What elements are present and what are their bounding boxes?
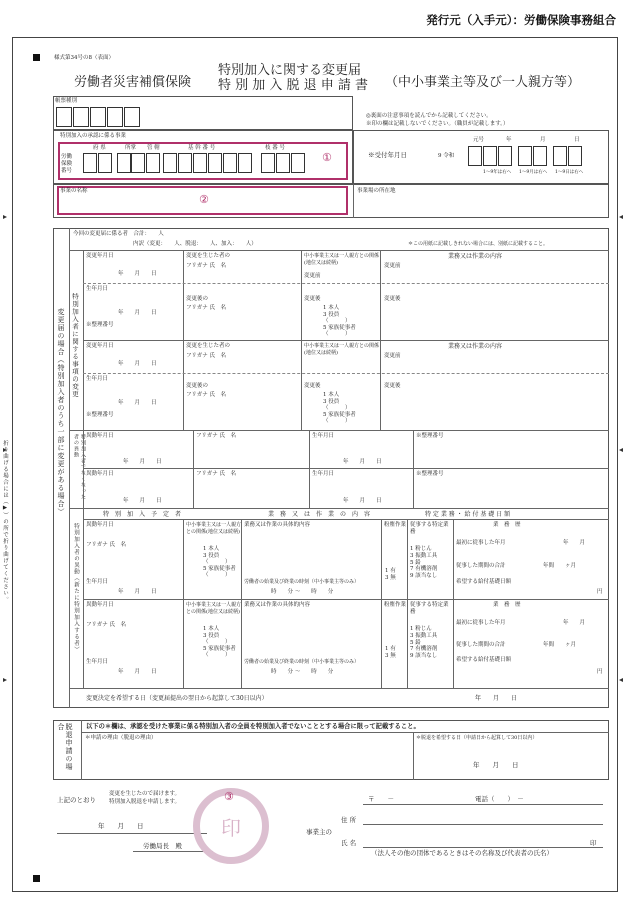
sub-label-change: 特別加入者に関する事項の変更	[71, 293, 79, 398]
marker-1: ①	[322, 151, 332, 164]
relation-options-2: 1 本人 3 役員 （ ） 5 家族従事者 （ ）	[323, 392, 356, 424]
work-label: 業務又は作業の内容	[448, 253, 503, 260]
first-year-label: 最初に従事した年月	[456, 540, 506, 546]
total-period-label-2: 従事した期間の合計	[456, 642, 506, 648]
form-code: 様式第34号の8（表面）	[54, 55, 114, 61]
form-title-mid-2: 特 別 加 入 脱 退 申 請 書	[218, 78, 369, 93]
form-title-left: 労働者災害補償保険	[74, 75, 192, 90]
join-birth-value-2: 年 月 日	[118, 669, 157, 675]
fold-marker-icon	[3, 448, 7, 452]
yen-label-2: 円	[597, 669, 603, 675]
dust-have: 1 有 3 無	[385, 568, 396, 581]
hours-value: 時 分 〜 時 分	[271, 589, 334, 595]
col-office: 管 轄	[147, 145, 160, 151]
dust-have-2: 1 有 3 無	[385, 646, 396, 659]
leave-date-label: 異動年月日	[86, 433, 114, 439]
birth-value-2: 年 月 日	[118, 400, 157, 406]
total-period-label: 従事した期間の合計	[456, 563, 506, 569]
ledger-digit-box[interactable]	[107, 107, 123, 127]
director-label: 労働局長 殿	[143, 842, 182, 850]
career-label-2: 業 務 歴	[493, 602, 521, 608]
phone-label: 電話（ ） －	[475, 795, 524, 803]
form-title-right: （中小事業主等及び一人親方等）	[385, 75, 581, 90]
join-relation-label: 中小事業主又は一人親方との関係(地位又は続柄)	[186, 522, 242, 535]
after-label-2: 変更後	[384, 296, 401, 302]
footer-date-value: 年 月 日	[98, 822, 144, 830]
furigana-label: フリガナ 氏 名	[186, 263, 226, 269]
ref-no-label-2: ※整理番号	[86, 412, 114, 418]
join-date-label-2: 異動年月日	[86, 602, 114, 608]
corner-mark-icon	[33, 875, 40, 882]
leave-ref-label-2: ※整理番号	[416, 471, 444, 477]
change-vertical-label: 変更届の場合（特別加入者のうち一部に変更がある場合）	[57, 308, 65, 516]
sub-label-leave: 特別加入者でなくなった者の異動	[73, 434, 86, 500]
business-location-label: 事業場の所在地	[357, 188, 396, 194]
summary-label: 今回の変更届に係る者 合計： 人	[73, 231, 164, 237]
year-header: 年	[506, 137, 512, 143]
fold-marker-icon	[619, 215, 623, 219]
dust-label: 粉塵作業	[384, 522, 407, 528]
corner-mark-icon	[33, 54, 40, 61]
ref-no-label: ※整理番号	[86, 322, 114, 328]
col-branch-number: 枝 番 号	[265, 145, 285, 151]
ledger-digit-box[interactable]	[124, 107, 140, 127]
furigana-label-2: フリガナ 氏 名	[186, 305, 226, 311]
before-label-3: 変更前	[384, 353, 401, 359]
leave-birth-value: 年 月 日	[343, 459, 382, 465]
withdraw-reason-label: ＊申請の理由（脱退の理由）	[85, 735, 157, 741]
change-date-label-2: 変更年月日	[86, 343, 114, 349]
after-person-label-2: 変更後の	[186, 383, 209, 389]
digit-box[interactable]	[498, 146, 512, 166]
col-prefecture: 府 県	[93, 145, 106, 151]
leave-date-label-2: 異動年月日	[86, 471, 114, 477]
join-options: 1 本人 3 役員 （ ） 5 家族従事者 （ ）	[203, 546, 236, 578]
career-label: 業 務 歴	[493, 522, 521, 528]
range-month: 1〜9月は右へ	[519, 170, 548, 175]
digit-box[interactable]	[238, 153, 252, 173]
leave-birth-label-2: 生年月日	[312, 471, 335, 477]
col-base-number: 基 幹 番 号	[188, 145, 216, 151]
postal-label: 〒 －	[368, 795, 394, 803]
range-day: 1〜9日は右へ	[555, 170, 584, 175]
special-list: 1 粉じん 3 振動工具 5 鉛 7 有機溶剤 9 該当なし	[410, 546, 438, 580]
birth-label-2: 生年月日	[86, 376, 109, 382]
receipt-date-label: ※受付年月日	[368, 151, 407, 159]
owner-label: 事業主の	[306, 828, 332, 836]
effective-date-value: 年 月 日	[475, 695, 518, 702]
leave-date-value-2: 年 月 日	[123, 498, 162, 504]
fold-marker-icon	[3, 215, 7, 219]
effective-date-label: 変更決定を希望する日（変更届提出の翌日から起算して30日以内）	[86, 695, 268, 702]
digit-box[interactable]	[131, 153, 145, 173]
digit-box[interactable]	[483, 146, 497, 166]
yen-label: 円	[597, 589, 603, 595]
fold-marker-icon	[619, 678, 623, 682]
join-date-label: 異動年月日	[86, 522, 114, 528]
total-period-value-2: 年間 ヶ月	[543, 642, 577, 648]
form-title-mid-1: 特別加入に関する変更届	[218, 63, 362, 78]
special-list-2: 1 粉じん 3 振動工具 5 鉛 7 有機溶剤 9 該当なし	[410, 626, 438, 660]
join-work-detail-2: 業務又は作業の具体的内容	[244, 602, 311, 608]
leave-ref-label: ※整理番号	[416, 433, 444, 439]
digit-box[interactable]	[146, 153, 160, 173]
leave-furigana-label: フリガナ 氏 名	[196, 433, 236, 439]
month-header: 月	[540, 137, 546, 143]
join-birth-label: 生年月日	[86, 579, 109, 585]
change-person-label-2: 変更を生じた者の	[186, 343, 231, 349]
withdraw-date-value: 年 月 日	[473, 761, 519, 769]
relation-label-2: 中小事業主又は一人親方との関係(地位又は続柄)	[304, 343, 380, 356]
publisher-label: 発行元（入手元）：労働保険事務組合	[426, 13, 616, 27]
digit-box[interactable]	[276, 153, 290, 173]
hours-label: 労働者の始業及び終業の時刻（中小事業主等のみ）	[244, 579, 360, 585]
join-birth-label-2: 生年月日	[86, 659, 109, 665]
work-label-2: 業務又は作業の内容	[448, 343, 503, 350]
total-period-value: 年間 ヶ月	[543, 563, 577, 569]
digit-box[interactable]	[117, 153, 131, 173]
after-label: 変更後	[304, 296, 321, 302]
summary-breakdown: 内訳（変更： 人、脱退： 人、加入： 人）	[133, 241, 257, 247]
marker-3: ③	[224, 790, 234, 803]
date-value: 年 月 日	[118, 271, 157, 277]
leave-birth-label: 生年月日	[312, 433, 335, 439]
join-work-detail: 業務又は作業の具体的内容	[244, 522, 311, 528]
furigana-label-3: フリガナ 氏 名	[186, 353, 226, 359]
name-label: 氏 名	[341, 839, 357, 847]
special-header: 特 定 業 務 ・ 給 付 基 礎 日 額	[425, 511, 511, 518]
digit-box[interactable]	[163, 153, 177, 173]
approval-business-label: 特別加入の承認に係る事業	[60, 133, 127, 139]
first-year-value-2: 年 月	[563, 620, 586, 626]
digit-box[interactable]	[223, 153, 237, 173]
corp-note: （法人その他の団体であるときはその名称及び代表者の氏名）	[371, 849, 553, 857]
digit-box[interactable]	[98, 153, 112, 173]
special-work-label-2: 従事する特定業務	[410, 602, 449, 615]
withdraw-date-label: ＊脱退を希望する日（申請日から起算して30日以内）	[416, 735, 538, 741]
date-value-2: 年 月 日	[118, 361, 157, 367]
digit-box[interactable]	[568, 146, 582, 166]
birth-label: 生年月日	[86, 286, 109, 292]
digit-box[interactable]	[208, 153, 222, 173]
digit-box[interactable]	[261, 153, 275, 173]
marker-2: ②	[199, 193, 209, 206]
digit-box[interactable]	[553, 146, 567, 166]
relation-options: 1 本人 3 役員 （ ） 5 家族従事者 （ ）	[323, 305, 356, 337]
range-year: 1〜9年は右へ	[483, 170, 512, 175]
leave-birth-value-2: 年 月 日	[343, 498, 382, 504]
era-header: 元号	[473, 137, 485, 143]
stamp-char: 印	[221, 815, 241, 840]
ledger-digit-box[interactable]	[73, 107, 89, 127]
first-year-value: 年 月	[563, 540, 586, 546]
digit-box[interactable]	[533, 146, 547, 166]
col-jurisdiction: 所掌	[125, 145, 137, 151]
business-name-label: 事業の名称	[60, 188, 88, 194]
leave-date-value: 年 月 日	[123, 459, 162, 465]
join-furigana: フリガナ 氏 名	[86, 542, 126, 548]
insurance-no-label: 労働保険番号	[61, 154, 73, 174]
summary-note: ＊この用紙に記載しきれない場合には、別紙に記載すること。	[408, 241, 549, 247]
declaration-text: 変更を生じたので届けます。 特別加入脱退を申請します。	[109, 791, 181, 805]
dust-label-2: 粉塵作業	[384, 602, 407, 608]
digit-box[interactable]	[468, 146, 482, 166]
after-label-4: 変更後	[384, 383, 401, 389]
daily-amount-label-2: 希望する給付基礎日額	[456, 657, 512, 663]
before-label-2: 変更前	[304, 273, 321, 279]
join-header: 特 別 加 入 予 定 者	[103, 511, 182, 518]
sub-label-join: 特別加入者の異動（新たに特別加入する者）	[73, 523, 79, 653]
fold-note: 折り曲げる場合には（▶）の所で折り曲げてください。	[2, 440, 8, 603]
note-line-2: ※印の欄は記載しないでください。（職員が記載します。）	[366, 121, 509, 127]
leave-furigana-label-2: フリガナ 氏 名	[196, 471, 236, 477]
day-header: 日	[574, 137, 580, 143]
join-furigana-2: フリガナ 氏 名	[86, 622, 126, 628]
join-relation-label-2: 中小事業主又は一人親方との関係(地位又は続柄)	[186, 602, 242, 615]
era-label: 9 令和	[438, 153, 455, 159]
withdraw-vertical-label: 脱退申請の場合	[57, 723, 73, 771]
digit-box[interactable]	[518, 146, 532, 166]
birth-value: 年 月 日	[118, 310, 157, 316]
change-person-label: 変更を生じた者の	[186, 253, 231, 259]
note-line-1: ◎裏面の注意事項を読んでから記載してください。	[366, 113, 492, 119]
digit-box[interactable]	[193, 153, 207, 173]
digit-box[interactable]	[291, 153, 305, 173]
daily-amount-label: 希望する給付基礎日額	[456, 579, 512, 585]
relation-label: 中小事業主又は一人親方との関係(地位又は続柄)	[304, 253, 380, 266]
hours-value-2: 時 分 〜 時 分	[271, 669, 334, 675]
special-work-label: 従事する特定業務	[410, 522, 449, 535]
after-person-label: 変更後の	[186, 296, 209, 302]
first-year-label-2: 最初に従事した年月	[456, 620, 506, 626]
fold-marker-icon	[3, 678, 7, 682]
join-birth-value: 年 月 日	[118, 589, 157, 595]
change-date-label: 変更年月日	[86, 253, 114, 259]
form-sheet	[12, 37, 618, 892]
ledger-type-label: 帳票種別	[55, 98, 78, 104]
seal-label: 印	[590, 839, 597, 847]
digit-box[interactable]	[178, 153, 192, 173]
ledger-digit-box[interactable]	[56, 107, 72, 127]
digit-box[interactable]	[83, 153, 97, 173]
ledger-digit-box[interactable]	[90, 107, 106, 127]
join-options-2: 1 本人 3 役員 （ ） 5 家族従事者 （ ）	[203, 626, 236, 658]
fold-marker-icon	[619, 448, 623, 452]
address-label: 住 所	[341, 816, 357, 824]
after-label-3: 変更後	[304, 383, 321, 389]
work-header: 業 務 又 は 作 業 の 内 容	[268, 511, 371, 518]
before-label: 変更前	[384, 263, 401, 269]
hours-label-2: 労働者の始業及び終業の時刻（中小事業主等のみ）	[244, 659, 360, 665]
withdraw-note: 以下の＊欄は、承認を受けた事業に係る特別加入者の全員を特別加入者でないこととする場合に限って記載すること。	[86, 723, 420, 730]
declaration-prefix: 上記のとおり	[57, 796, 96, 804]
furigana-label-4: フリガナ 氏 名	[186, 392, 226, 398]
